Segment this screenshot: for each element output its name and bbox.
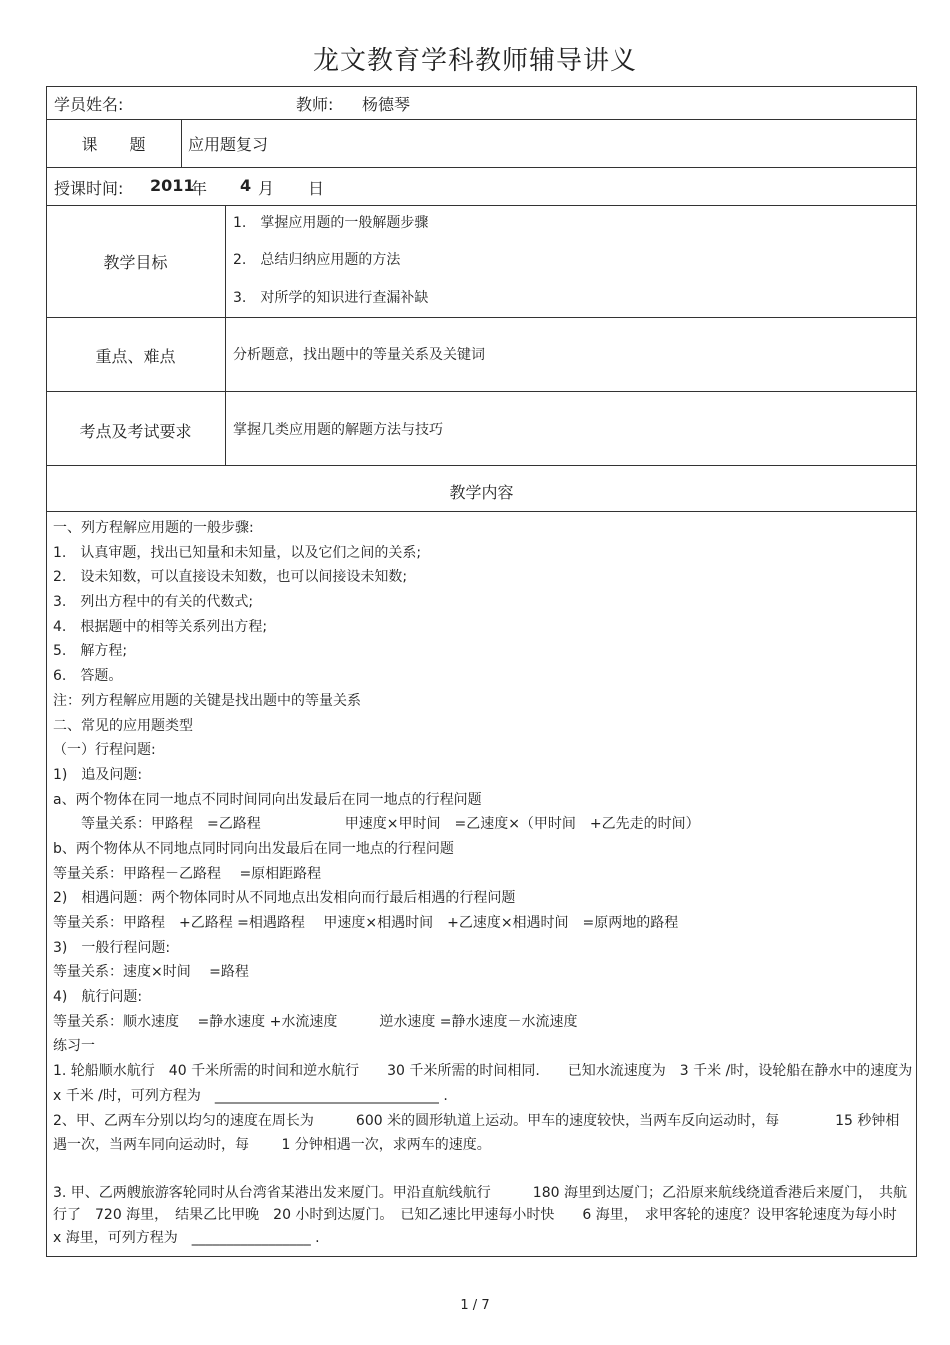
content-line: 等量关系：甲路程 +乙路程 =相遇路程 甲速度×相遇时间 +乙速度×相遇时间 =原两地的路程 <box>53 915 679 931</box>
content-line: 练习一 <box>53 1038 95 1055</box>
content-line: 3. 列出方程中的有关的代数式; <box>53 594 254 611</box>
content-line: （一）行程问题: <box>53 742 156 759</box>
time-year: 2011 <box>150 176 195 195</box>
content-line: 5. 解方程; <box>53 643 128 660</box>
exercise-item: 2、甲、乙两车分别以均匀的速度在周长为 600 米的圆形轨道上运动。甲车的速度较快，当两车反向运动时，每 15 秒钟相遇一次，当两车同向运动时，每 1 分钟相遇一次，求两车的速度。 <box>53 1112 900 1154</box>
time-year-unit: 年 <box>191 179 208 198</box>
content-line: 一、列方程解应用题的一般步骤: <box>53 520 254 536</box>
content-line: 2) 相遇问题：两个物体同时从不同地点出发相向而行最后相遇的行程问题 <box>53 890 516 907</box>
time-month-unit: 月 <box>258 179 275 198</box>
key-points-divider <box>225 317 226 392</box>
objectives-label: 教学目标 <box>103 253 168 272</box>
content-line: a、两个物体在同一地点不同时间同向出发最后在同一地点的行程问题 <box>53 791 482 808</box>
key-points-value: 分析题意，找出题中的等量关系及关键词 <box>233 347 485 363</box>
objectives-divider <box>225 205 226 318</box>
content-line: 1. 认真审题，找出已知量和未知量，以及它们之间的关系; <box>53 544 422 561</box>
content-line: 6. 答题。 <box>53 668 123 685</box>
exam-label: 考点及考试要求 <box>79 422 192 441</box>
content-body <box>53 516 927 1249</box>
row-student <box>46 86 917 120</box>
topic-value: 应用题复习 <box>188 135 269 154</box>
exercise-item: 1. 轮船顺水航行 40 千米所需的时间和逆水航行 30 千米所需的时间相同. 已知水流速度为 3 千米 /时，设轮船在静水中的速度为 x 千米 /时，可列方程为 ________________________________ . <box>53 1063 927 1104</box>
content-line: 4) 航行问题: <box>53 989 143 1006</box>
objective-item: 1. 掌握应用题的一般解题步骤 <box>233 215 429 231</box>
content-line: 二、常见的应用题类型 <box>53 717 193 734</box>
content-line: 2. 设未知数，可以直接设未知数，也可以间接设未知数; <box>53 569 408 586</box>
time-day-unit: 日 <box>308 179 325 198</box>
exam-value: 掌握几类应用题的解题方法与技巧 <box>233 422 443 438</box>
page-number: 1 / 7 <box>460 1298 490 1313</box>
content-line: 等量关系：顺水速度 =静水速度 +水流速度 逆水速度 =静水速度－水流速度 <box>53 1013 578 1030</box>
page-title: 龙文教育学科教师辅导讲义 <box>312 46 637 76</box>
teacher-label: 教师: <box>296 95 334 114</box>
key-points-label: 重点、难点 <box>95 347 176 366</box>
time-month: 4 <box>240 176 252 195</box>
exercise-item: 3. 甲、乙两艘旅游客轮同时从台湾省某港出发来厦门。甲沿直航线航行 180 海里到达厦门；乙沿原来航线绕道香港后来厦门， 共航行了 720 海里， 结果乙比甲晚 20 小时到达厦门。 已知乙速比甲速每小时快 6 海里， 求甲客轮的速度？设甲客轮速度为每小时 x 海里，可列方程为 _________________ . <box>53 1184 925 1246</box>
objective-item: 3. 对所学的知识进行查漏补缺 <box>233 290 429 306</box>
content-line: 3) 一般行程问题: <box>53 939 171 956</box>
exam-divider <box>225 391 226 466</box>
content-line: 等量关系：甲路程 =乙路程 甲速度×甲时间 =乙速度×（甲时间 +乙先走的时间） <box>53 816 700 833</box>
content-line: 1) 追及问题: <box>53 766 143 783</box>
content-line: 4. 根据题中的相等关系列出方程; <box>53 618 268 635</box>
student-label: 学员姓名: <box>54 95 124 114</box>
objective-item: 2. 总结归纳应用题的方法 <box>233 252 401 268</box>
content-line: 注：列方程解应用题的关键是找出题中的等量关系 <box>53 692 361 709</box>
content-line: 等量关系：甲路程－乙路程 =原相距路程 <box>53 865 322 882</box>
topic-label: 课 题 <box>81 135 146 154</box>
topic-divider <box>181 119 182 168</box>
teacher-name: 杨德琴 <box>362 95 411 114</box>
content-line: 等量关系：速度×时间 =路程 <box>53 964 249 981</box>
content-header: 教学内容 <box>449 483 514 502</box>
time-label: 授课时间: <box>54 179 124 198</box>
content-line: b、两个物体从不同地点同时同向出发最后在同一地点的行程问题 <box>53 840 454 857</box>
